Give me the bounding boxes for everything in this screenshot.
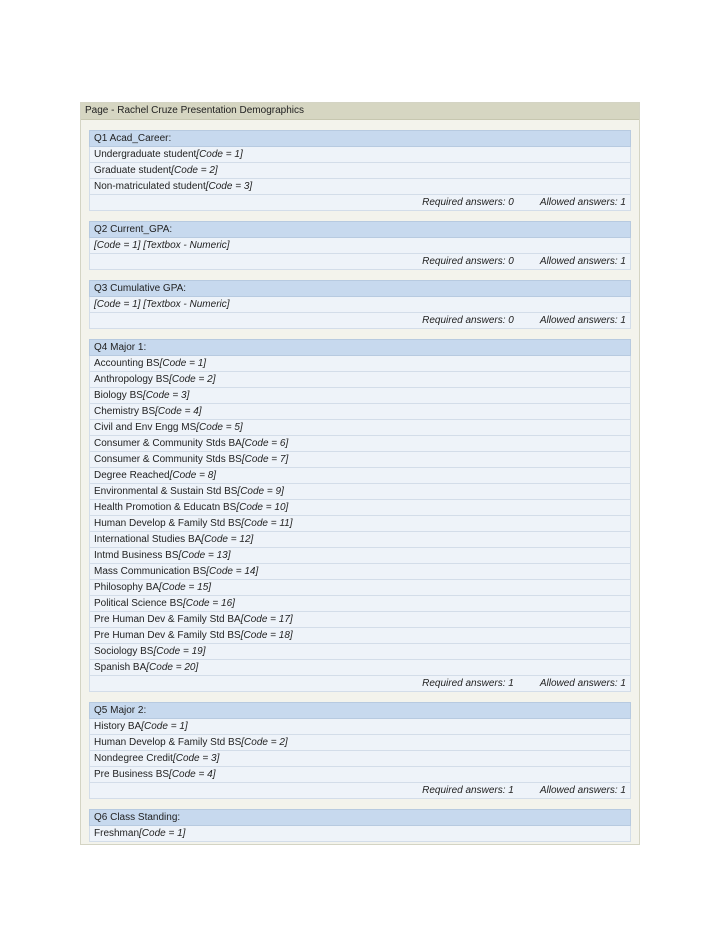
- required-answers: Required answers: 0: [422, 197, 514, 208]
- answer-option: [89, 532, 631, 548]
- answer-label: Intmd Business BS: [94, 550, 179, 561]
- question-block: [89, 280, 631, 329]
- allowed-answers: Allowed answers: 1: [539, 256, 626, 267]
- answer-label: Human Develop & Family Std BS: [94, 737, 242, 748]
- answer-code: [Code = 9]: [237, 486, 284, 497]
- answer-code: [Code = 20]: [146, 662, 199, 673]
- answer-label: Undergraduate student: [94, 149, 197, 160]
- answer-code: [Code = 16]: [182, 598, 235, 609]
- answer-code: [Code = 11]: [241, 518, 293, 529]
- answer-code: [Code = 1]: [196, 149, 243, 160]
- answer-label: Consumer & Community Stds BS: [94, 454, 242, 465]
- answer-option: [89, 767, 631, 783]
- answer-option: [89, 468, 631, 484]
- answer-option: [89, 238, 631, 254]
- answer-label: Pre Human Dev & Family Std BA: [94, 614, 241, 625]
- answer-option: [89, 580, 631, 596]
- answer-code: [Code = 7]: [241, 454, 289, 465]
- answer-label: Sociology BS: [94, 646, 154, 657]
- answer-option: [89, 372, 631, 388]
- question-title: Q3 Cumulative GPA:: [89, 280, 631, 297]
- answer-constraints: [89, 254, 631, 270]
- page-title: Page - Rachel Cruze Presentation Demographics: [81, 103, 639, 120]
- answer-code: [Code = 6]: [241, 438, 289, 449]
- answer-option: [89, 516, 631, 532]
- answer-code: [Code = 18]: [240, 630, 293, 641]
- answer-label: Environmental & Sustain Std BS: [94, 486, 238, 497]
- allowed-answers: Allowed answers: 1: [539, 678, 626, 689]
- answer-code: [Code = 8]: [169, 470, 217, 481]
- required-answers: Required answers: 1: [422, 678, 514, 689]
- answer-label: Accounting BS: [94, 358, 160, 369]
- answer-label: Degree Reached: [94, 470, 170, 481]
- answer-constraints: [89, 313, 631, 329]
- answer-code: [Code = 1] [Textbox - Numeric]: [94, 299, 230, 310]
- answer-code: [Code = 12]: [201, 534, 254, 545]
- answer-code: [Code = 10]: [236, 502, 289, 513]
- answer-option: [89, 751, 631, 767]
- question-block: [89, 130, 631, 211]
- required-answers: Required answers: 0: [422, 315, 514, 326]
- answer-option: [89, 826, 631, 842]
- answer-label: Non-matriculated student: [94, 181, 206, 192]
- answer-option: [89, 564, 631, 580]
- question-title: Q4 Major 1:: [89, 339, 631, 356]
- answer-code: [Code = 2]: [169, 374, 216, 385]
- question-title: Q2 Current_GPA:: [89, 221, 631, 238]
- answer-option: [89, 596, 631, 612]
- answer-option: [89, 660, 631, 676]
- answer-option: [89, 484, 631, 500]
- answer-code: [Code = 3]: [142, 390, 190, 401]
- answer-option: [89, 297, 631, 313]
- question-list: [81, 130, 639, 842]
- answer-label: Pre Business BS: [94, 769, 170, 780]
- allowed-answers: Allowed answers: 1: [539, 315, 626, 326]
- allowed-answers: Allowed answers: 1: [539, 197, 626, 208]
- answer-constraints: [89, 783, 631, 799]
- question-block: [89, 809, 631, 842]
- answer-label: Pre Human Dev & Family Std BS: [94, 630, 241, 641]
- answer-option: [89, 719, 631, 735]
- answer-code: [Code = 2]: [241, 737, 288, 748]
- answer-label: Civil and Env Engg MS: [94, 422, 197, 433]
- answer-option: [89, 420, 631, 436]
- question-title: Q5 Major 2:: [89, 702, 631, 719]
- answer-code: [Code = 19]: [153, 646, 206, 657]
- question-block: [89, 702, 631, 799]
- answer-option: [89, 388, 631, 404]
- answer-label: Spanish BA: [94, 662, 147, 673]
- answer-label: Nondegree Credit: [94, 753, 173, 764]
- answer-label: Chemistry BS: [94, 406, 156, 417]
- answer-option: [89, 147, 631, 163]
- answer-code: [Code = 1]: [141, 721, 188, 732]
- answer-code: [Code = 5]: [196, 422, 243, 433]
- answer-label: History BA: [94, 721, 142, 732]
- answer-option: [89, 548, 631, 564]
- answer-constraints: [89, 676, 631, 692]
- answer-option: [89, 404, 631, 420]
- answer-code: [Code = 1] [Textbox - Numeric]: [94, 240, 230, 251]
- answer-option: [89, 356, 631, 372]
- answer-code: [Code = 13]: [178, 550, 231, 561]
- answer-code: [Code = 15]: [159, 582, 212, 593]
- answer-label: Consumer & Community Stds BA: [94, 438, 242, 449]
- question-block: [89, 339, 631, 692]
- answer-label: Health Promotion & Educatn BS: [94, 502, 237, 513]
- answer-option: [89, 644, 631, 660]
- answer-label: Human Develop & Family Std BS: [94, 518, 242, 529]
- answer-option: [89, 628, 631, 644]
- answer-option: [89, 179, 631, 195]
- answer-code: [Code = 4]: [155, 406, 202, 417]
- answer-code: [Code = 3]: [205, 181, 253, 192]
- answer-label: Mass Communication BS: [94, 566, 207, 577]
- answer-constraints: [89, 195, 631, 211]
- answer-label: Political Science BS: [94, 598, 183, 609]
- answer-option: [89, 436, 631, 452]
- answer-code: [Code = 17]: [240, 614, 293, 625]
- answer-option: [89, 500, 631, 516]
- answer-code: [Code = 2]: [171, 165, 218, 176]
- allowed-answers: Allowed answers: 1: [539, 785, 626, 796]
- answer-label: Anthropology BS: [94, 374, 170, 385]
- answer-label: Freshman: [94, 828, 140, 839]
- answer-option: [89, 612, 631, 628]
- answer-code: [Code = 14]: [206, 566, 259, 577]
- answer-code: [Code = 4]: [169, 769, 216, 780]
- answer-code: [Code = 1]: [159, 358, 207, 369]
- required-answers: Required answers: 1: [422, 785, 514, 796]
- answer-option: [89, 452, 631, 468]
- required-answers: Required answers: 0: [422, 256, 514, 267]
- question-title: Q1 Acad_Career:: [89, 130, 631, 147]
- answer-label: International Studies BA: [94, 534, 202, 545]
- answer-label: Graduate student: [94, 165, 172, 176]
- question-block: [89, 221, 631, 270]
- answer-option: [89, 735, 631, 751]
- answer-option: [89, 163, 631, 179]
- answer-code: [Code = 3]: [172, 753, 220, 764]
- survey-page: [80, 102, 640, 845]
- answer-label: Philosophy BA: [94, 582, 160, 593]
- answer-code: [Code = 1]: [139, 828, 186, 839]
- question-title: Q6 Class Standing:: [89, 809, 631, 826]
- answer-label: Biology BS: [94, 390, 143, 401]
